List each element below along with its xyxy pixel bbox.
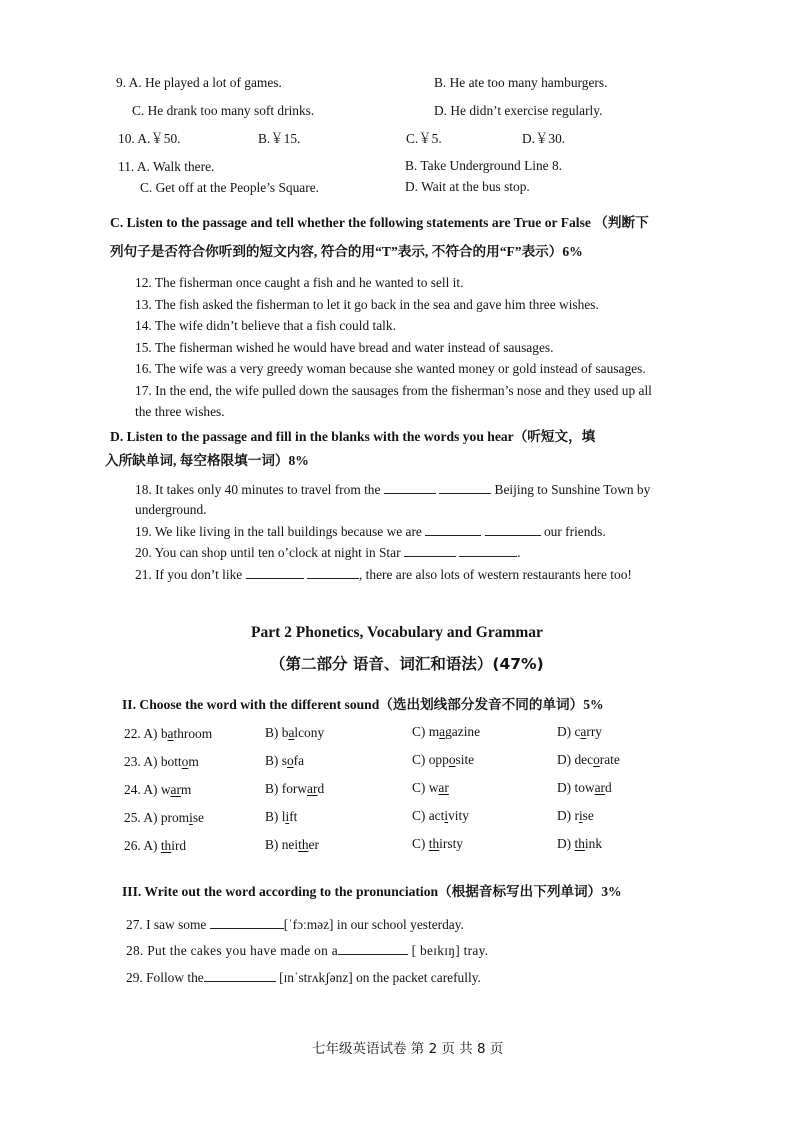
q20-blank-2[interactable] <box>459 543 517 557</box>
q25-option-b[interactable]: B) lift <box>265 809 298 824</box>
q20-blank-1[interactable] <box>404 543 456 557</box>
statement-17-cont: the three wishes. <box>135 404 225 419</box>
q21-blank-1[interactable] <box>246 565 304 579</box>
q10-option-d: D.￥30. <box>522 131 566 146</box>
q22-option-d[interactable]: D) carry <box>557 724 602 739</box>
q9-option-c: C. He drank too many soft drinks. <box>132 103 315 118</box>
q19-blank-1[interactable] <box>425 522 481 536</box>
statement-13: 13. The fish asked the fisherman to let it go back in the sea and gave him three wishes. <box>135 297 599 312</box>
q29: 29. Follow the [ɪnˈstrʌkʃənz] on the packet carefully. <box>126 970 481 985</box>
q23-option-a[interactable]: 23. A) bottom <box>124 754 199 769</box>
q25-option-a[interactable]: 25. A) promise <box>124 810 204 825</box>
q27-blank[interactable] <box>210 915 284 929</box>
q11-option-b: B. Take Underground Line 8. <box>405 158 562 173</box>
section-iii-heading: III. Write out the word according to the pronunciation（根据音标写出下列单词）3% <box>122 884 622 899</box>
q9-option-b: B. He ate too many hamburgers. <box>434 75 608 90</box>
q28: 28. Put the cakes you have made on a [ beɪkɪŋ] tray. <box>126 943 489 958</box>
section-c-heading-line1: C. Listen to the passage and tell whether the following statements are True or False （判断下 <box>110 215 649 230</box>
q10-option-b: B.￥15. <box>258 131 301 146</box>
q26-option-c[interactable]: C) thirsty <box>412 836 463 851</box>
q24-option-c[interactable]: C) war <box>412 780 449 795</box>
q24-option-d[interactable]: D) toward <box>557 780 612 795</box>
statement-12: 12. The fisherman once caught a fish and he wanted to sell it. <box>135 275 464 290</box>
part2-title: Part 2 Phonetics, Vocabulary and Grammar <box>251 624 543 641</box>
q21: 21. If you don’t like , there are also lots of western restaurants here too! <box>135 567 632 582</box>
q23-option-c[interactable]: C) opposite <box>412 752 475 767</box>
section-ii-heading: II. Choose the word with the different sound（选出划线部分发音不同的单词）5% <box>122 697 604 712</box>
q19-blank-2[interactable] <box>485 522 541 536</box>
q9-option-d: D. He didn’t exercise regularly. <box>434 103 603 118</box>
page-footer: 七年级英语试卷 第 2 页 共 8 页 <box>312 1041 504 1057</box>
statement-16: 16. The wife was a very greedy woman because she wanted money or gold instead of sausages. <box>135 361 646 376</box>
statement-15: 15. The fisherman wished he would have bread and water instead of sausages. <box>135 340 554 355</box>
q22-option-a[interactable]: 22. A) bathroom <box>124 726 213 741</box>
q22-option-c[interactable]: C) magazine <box>412 724 481 739</box>
section-d-heading-line1: D. Listen to the passage and fill in the blanks with the words you hear（听短文，填 <box>110 429 596 444</box>
statement-14: 14. The wife didn’t believe that a fish could talk. <box>135 318 396 333</box>
q10-option-a: 10. A.￥50. <box>118 131 181 146</box>
q23-option-b[interactable]: B) sofa <box>265 753 305 768</box>
q18-cont: underground. <box>135 502 207 517</box>
q20: 20. You can shop until ten o’clock at night in Star . <box>135 545 521 560</box>
q9-option-a: 9. A. He played a lot of games. <box>116 75 282 90</box>
q11-option-a: 11. A. Walk there. <box>118 159 215 174</box>
statement-17: 17. In the end, the wife pulled down the sausages from the fisherman’s nose and they used up all <box>135 383 652 398</box>
q26-option-a[interactable]: 26. A) third <box>124 838 187 853</box>
q11-option-c: C. Get off at the People’s Square. <box>140 180 320 195</box>
section-c-heading-line2: 列句子是否符合你听到的短文内容, 符合的用“T”表示, 不符合的用“F”表示）6% <box>110 244 583 259</box>
q23-option-d[interactable]: D) decorate <box>557 752 620 767</box>
q18: 18. It takes only 40 minutes to travel from the Beijing to Sunshine Town by <box>135 482 651 497</box>
q26-option-b[interactable]: B) neither <box>265 837 319 852</box>
q25-option-c[interactable]: C) activity <box>412 808 469 823</box>
q19: 19. We like living in the tall buildings because we are our friends. <box>135 524 606 539</box>
q27: 27. I saw some [ˈfɔːməz] in our school yesterday. <box>126 917 464 932</box>
q29-blank[interactable] <box>204 968 276 982</box>
q21-blank-2[interactable] <box>307 565 359 579</box>
q11-option-d: D. Wait at the bus stop. <box>405 179 530 194</box>
q25-option-d[interactable]: D) rise <box>557 808 594 823</box>
q26-option-d[interactable]: D) think <box>557 836 603 851</box>
section-d-heading-line2: 入所缺单词, 每空格限填一词）8% <box>105 453 309 468</box>
q10-option-c: C.￥5. <box>406 131 442 146</box>
q24-option-a[interactable]: 24. A) warm <box>124 782 192 797</box>
q18-blank-2[interactable] <box>439 480 491 494</box>
q22-option-b[interactable]: B) balcony <box>265 725 325 740</box>
part2-subtitle: （第二部分 语音、词汇和语法）(47%) <box>270 655 544 673</box>
q24-option-b[interactable]: B) forward <box>265 781 325 796</box>
q28-blank[interactable] <box>338 941 408 955</box>
q18-blank-1[interactable] <box>384 480 436 494</box>
